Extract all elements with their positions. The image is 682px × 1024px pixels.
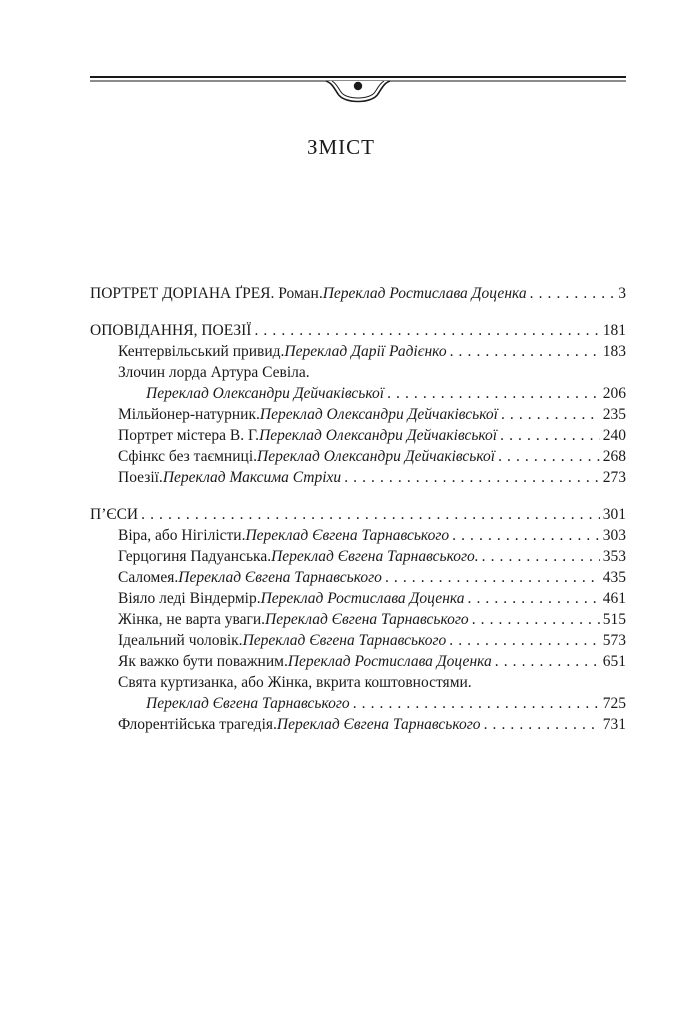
toc-section-plays[interactable] bbox=[90, 504, 626, 525]
entry-page: 240 bbox=[602, 427, 626, 444]
toc-entry[interactable] bbox=[90, 651, 626, 672]
section-title: ОПОВІДАННЯ, ПОЕЗІЇ bbox=[90, 322, 252, 339]
entry-translator: Переклад Олександри Дейчаківської bbox=[259, 406, 498, 423]
dot-leader bbox=[468, 588, 600, 609]
section-page: 181 bbox=[602, 322, 626, 339]
entry-page: 273 bbox=[602, 469, 626, 486]
entry-page: 573 bbox=[602, 632, 626, 649]
toc-entry[interactable] bbox=[90, 546, 626, 567]
entry-title: Як важко бути поважним. bbox=[118, 653, 288, 670]
dot-leader bbox=[353, 693, 600, 714]
toc-entry[interactable] bbox=[90, 383, 626, 404]
entry-page: 206 bbox=[602, 385, 626, 402]
entry-translator: Переклад Дарії Радієнко bbox=[284, 343, 447, 360]
entry-page: 725 bbox=[602, 695, 626, 712]
dot-leader bbox=[530, 283, 616, 304]
toc-entry[interactable] bbox=[90, 588, 626, 609]
dot-leader bbox=[141, 504, 600, 525]
dot-leader bbox=[482, 546, 600, 567]
entry-page: 515 bbox=[602, 611, 626, 628]
dot-leader bbox=[254, 320, 599, 341]
entry-title: Віяло леді Віндермір. bbox=[118, 590, 261, 607]
page-title: ЗМІСТ bbox=[306, 135, 376, 159]
dot-leader bbox=[472, 609, 600, 630]
entry-translator: Переклад Ростислава Доценка bbox=[260, 590, 465, 607]
toc-entry[interactable] bbox=[90, 609, 626, 630]
entry-translator: Переклад Максима Стріхи bbox=[162, 469, 342, 486]
entry-page: 183 bbox=[602, 343, 626, 360]
entry-page: 435 bbox=[602, 569, 626, 586]
entry-title: Портрет містера В. Г. bbox=[118, 427, 260, 444]
dot-leader bbox=[387, 383, 600, 404]
section-page: 301 bbox=[602, 506, 626, 523]
toc-entry[interactable] bbox=[90, 630, 626, 651]
entry-title: Герцогиня Падуанська. bbox=[118, 548, 272, 565]
table-of-contents bbox=[90, 283, 626, 735]
entry-title: Жінка, не варта уваги. bbox=[118, 611, 265, 628]
toc-entry[interactable] bbox=[90, 525, 626, 546]
header-ornament bbox=[90, 74, 626, 108]
entry-translator: Переклад Євгена Тарнавського bbox=[265, 611, 469, 628]
entry-translator: Переклад Олександри Дейчаківської bbox=[257, 448, 496, 465]
dot-leader bbox=[500, 425, 600, 446]
entry-page: 353 bbox=[602, 548, 626, 565]
dot-leader bbox=[385, 567, 600, 588]
toc-entry[interactable] bbox=[90, 567, 626, 588]
dot-leader bbox=[449, 630, 600, 651]
toc-entry[interactable] bbox=[90, 404, 626, 425]
dot-leader bbox=[498, 446, 600, 467]
toc-entry-dorian-gray[interactable] bbox=[90, 283, 626, 304]
entry-page: 235 bbox=[602, 406, 626, 423]
entry-title[interactable]: Свята куртизанка, або Жінка, вкрита коштовностями. bbox=[118, 674, 472, 691]
toc-section-stories[interactable] bbox=[90, 320, 626, 341]
dot-leader bbox=[501, 404, 600, 425]
entry-page: 3 bbox=[618, 285, 626, 302]
entry-page: 303 bbox=[602, 527, 626, 544]
entry-title: Кентервільський привид. bbox=[118, 343, 285, 360]
entry-translator: Переклад Олександри Дейчаківської bbox=[146, 385, 385, 402]
toc-entry[interactable] bbox=[90, 693, 626, 714]
toc-entry[interactable] bbox=[90, 446, 626, 467]
entry-title: Ідеальний чоловік. bbox=[118, 632, 243, 649]
dot-leader bbox=[344, 467, 600, 488]
toc-entry[interactable] bbox=[90, 467, 626, 488]
entry-translator: Переклад Євгена Тарнавського bbox=[178, 569, 382, 586]
entry-title[interactable]: Злочин лорда Артура Севіла. bbox=[118, 364, 310, 381]
dot-leader bbox=[484, 714, 600, 735]
dot-leader bbox=[495, 651, 600, 672]
entry-page: 731 bbox=[602, 716, 626, 733]
entry-translator: Переклад Євгена Тарнавського bbox=[146, 695, 350, 712]
dot-leader bbox=[452, 525, 600, 546]
entry-title: Віра, або Нігілісти. bbox=[118, 527, 246, 544]
section-title: П’ЄСИ bbox=[90, 506, 139, 523]
entry-title: Мільйонер-натурник. bbox=[118, 406, 260, 423]
toc-entry[interactable] bbox=[90, 425, 626, 446]
entry-title: Поезії. bbox=[118, 469, 163, 486]
entry-translator: Переклад Олександри Дейчаківської bbox=[259, 427, 498, 444]
entry-translator: Переклад Євгена Тарнавського. bbox=[271, 548, 479, 565]
entry-page: 461 bbox=[602, 590, 626, 607]
entry-title: ПОРТРЕТ ДОРІАНА ҐРЕЯ. Роман. bbox=[90, 285, 323, 302]
entry-translator: Переклад Ростислава Доценка bbox=[322, 285, 527, 302]
dot-leader bbox=[450, 341, 600, 362]
entry-translator: Переклад Євгена Тарнавського bbox=[276, 716, 481, 733]
entry-translator: Переклад Ростислава Доценка bbox=[287, 653, 492, 670]
entry-page: 651 bbox=[602, 653, 626, 670]
toc-entry[interactable] bbox=[90, 714, 626, 735]
entry-title: Флорентійська трагедія. bbox=[118, 716, 277, 733]
entry-title: Сфінкс без таємниці. bbox=[118, 448, 258, 465]
entry-title: Саломея. bbox=[118, 569, 179, 586]
entry-page: 268 bbox=[602, 448, 626, 465]
entry-translator: Переклад Євгена Тарнавського bbox=[245, 527, 450, 544]
toc-entry[interactable] bbox=[90, 341, 626, 362]
entry-translator: Переклад Євгена Тарнавського bbox=[242, 632, 447, 649]
